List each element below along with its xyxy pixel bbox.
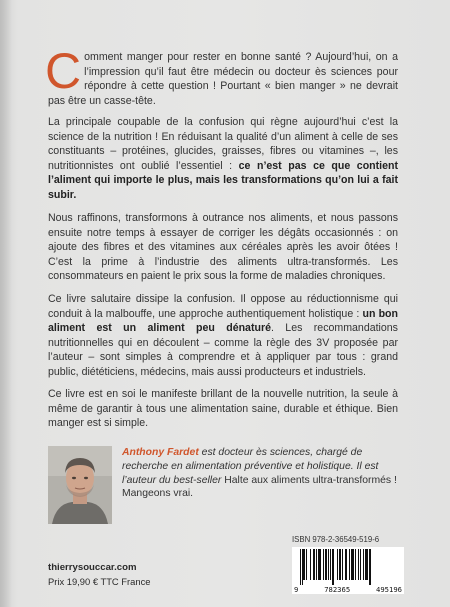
processing-paragraph [48,211,398,284]
isbn-label: ISBN 978-2-36549-519-6 [292,535,380,544]
barcode-digits [292,585,404,594]
author-bio-text: est docteur ès sciences, chargé de recherche en alimentation préventive et holistique. Il est l’auteur du best-seller [122,447,379,486]
barcode-digit-first: 9 [294,585,299,594]
barcode-bar [318,549,321,580]
p2-text: La principale coupable de la confusion qui règne aujourd’hui c’est la science de la nutrition ! En réduisant la qualité d’un aliment à celle de ses constituants – protéines, glucides, graisses, fibres ou vitamines –, les nutritionnistes ont oublié l’essentiel : [48,116,398,172]
barcode-bar [363,549,364,580]
barcode-bars [292,547,404,585]
nutrition-science-paragraph [48,115,398,203]
barcode-bar [360,549,361,580]
p4-bold-text: un bon aliment est un aliment peu dénaturé [48,307,398,335]
barcode-bar [351,549,354,580]
p5-text: Ce livre est en soi le manifeste brillant de la nouvelle nutrition, la seule à même de garantir à tous une alimentation saine, durable et éthique. Bien manger est si simple. [48,388,398,430]
barcode-bar [339,549,341,580]
barcode-digits-left: 782365 [324,585,351,594]
intro-text: omment manger pour rester en bonne santé ? Aujourd’hui, on a l’impression qu’il faut être médecin ou docteur ès sciences pour répondre à cette question ! Pourtant « bien manger » ne devrait pas être un casse-tête. [48,51,398,107]
barcode-bar [365,549,368,580]
barcode-bar [345,549,347,580]
barcode-bar [300,549,301,585]
price-label: Prix 19,90 € TTC France [48,576,151,587]
author-bio [122,446,400,501]
author-name: Anthony Fardet [122,447,199,458]
barcode-bar [328,549,329,580]
barcode-bar [323,549,324,580]
barcode-bar [316,549,317,580]
barcode-bar [332,549,334,585]
barcode-digits-right: 495196 [376,585,402,594]
barcode-bar [369,549,371,585]
barcode-bar [358,549,359,580]
holistic-paragraph [48,292,398,380]
p4-text-b: . Les recommandations nutritionnelles qui en découlent – comme la règle des 3V proposée par l’auteur – sont simples à comprendre et à appliquer par tous : grand public, diététiciens, médecins, mais aussi producteurs et industriels. [48,322,398,378]
author-photo [48,446,112,524]
p4-text-a: Ce livre salutaire dissipe la confusion. Il oppose au réductionnisme qui conduit à la malbouffe, une approche authentiquement holistique : [48,293,398,320]
manifesto-paragraph [48,387,398,431]
p3-text: Nous raffinons, transformons à outrance nos aliments, et nous passons ensuite notre temps à essayer de corriger les dégâts occasionnés : on ajoute des fibres et des vitamines aux céréales après les avoir ôtées ! C’est la prime à l’industrie des aliments ultra-transformés. Les consommateurs en paient le prix sous la forme de maladies chroniques. [48,212,398,283]
barcode-bar [303,549,305,580]
barcode-bar [330,549,331,580]
spine-shadow [0,0,12,607]
p2-bold-text: ce n’est pas ce que contient l’aliment qui importe le plus, mais les transformations qu’on lui a fait subir. [48,159,398,201]
barcode-bar [355,549,356,580]
barcode-bar [313,549,315,580]
publisher-site: thierrysouccar.com [48,562,137,573]
barcode-bar [325,549,327,580]
barcode-bar [310,549,311,580]
barcode [292,547,404,593]
author-book-title: Halte aux aliments ultra-transformés ! Mangeons vrai. [122,474,397,500]
barcode-bar [302,549,303,585]
barcode-bar [349,549,350,580]
barcode-bar [306,549,307,580]
drop-cap: C [45,43,82,99]
barcode-bar [337,549,338,580]
barcode-bar [342,549,343,580]
intro-paragraph [45,43,398,108]
